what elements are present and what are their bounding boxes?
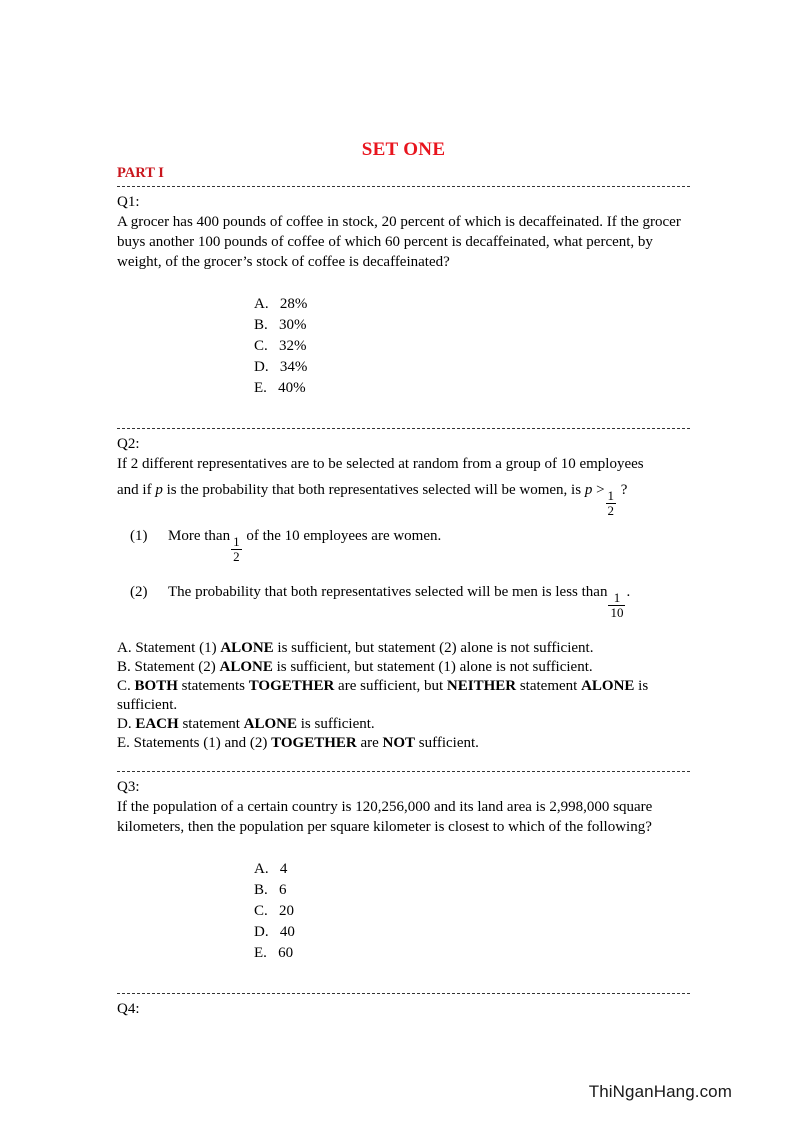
ds-option-text: statement bbox=[516, 678, 582, 694]
ds-option-text: is sufficient, but statement (1) alone is not sufficient. bbox=[272, 658, 593, 675]
choices-list-q1 bbox=[117, 295, 690, 400]
choice-item[interactable]: B. 30% bbox=[254, 317, 307, 334]
q2-text-post: ? bbox=[617, 481, 628, 498]
q2-variable-p2: p bbox=[584, 481, 593, 498]
question-block-q3 bbox=[117, 778, 690, 965]
fraction-numerator: 1 bbox=[613, 590, 621, 606]
choice-item[interactable]: A. 28% bbox=[254, 296, 308, 313]
fraction-denominator: 10 bbox=[610, 604, 624, 620]
statement-number: (1) bbox=[130, 527, 148, 544]
question-label-q2: Q2: bbox=[117, 436, 140, 453]
ds-option-text: C. bbox=[117, 678, 135, 694]
ds-option-emphasis: BOTH bbox=[134, 678, 178, 694]
ds-option-text: statements bbox=[177, 678, 249, 694]
question-label-q4: Q4: bbox=[117, 1001, 140, 1017]
fraction-denominator: 2 bbox=[607, 502, 615, 518]
ds-option-text: is sufficient. bbox=[117, 678, 649, 714]
choice-item[interactable]: D. 40 bbox=[254, 924, 295, 940]
statement-text-post: . bbox=[626, 583, 631, 600]
statement-text-post: of the 10 employees are women. bbox=[242, 527, 442, 544]
ds-option-text: is sufficient. bbox=[297, 716, 375, 733]
ds-option-c[interactable] bbox=[117, 677, 690, 715]
question-text-q1: A grocer has 400 pounds of coffee in stock, 20 percent of which is decaffeinated. If the grocer buys another 100 pounds of coffee of which 60 percent is decaffeinated, what percent, by weight, of the grocer’s stock of coffee is decaffeinated? bbox=[117, 214, 681, 271]
section-divider-2 bbox=[117, 428, 690, 429]
ds-option-emphasis: ALONE bbox=[581, 678, 635, 694]
ds-option-emphasis: NOT bbox=[382, 735, 416, 752]
q2-text-mid: is the probability that both representatives selected will be women, is bbox=[162, 481, 585, 498]
question-block-q4 bbox=[117, 1000, 690, 1020]
statements-list-q2 bbox=[117, 527, 690, 619]
ds-option-text: statement bbox=[178, 716, 244, 733]
statement-text-pre: More than bbox=[168, 527, 231, 544]
q2-variable-p: p bbox=[155, 481, 163, 498]
choice-item[interactable]: E. 60 bbox=[254, 945, 294, 961]
choice-item[interactable]: A. 4 bbox=[254, 861, 288, 877]
fraction-numerator: 1 bbox=[233, 534, 240, 550]
section-divider-3 bbox=[117, 771, 690, 772]
ds-option-text: B. Statement (2) bbox=[117, 658, 220, 675]
page-title: SET ONE bbox=[361, 139, 446, 160]
statement-number: (2) bbox=[130, 583, 148, 600]
question-block-q1 bbox=[117, 193, 690, 400]
ds-option-emphasis: ALONE bbox=[243, 716, 298, 733]
statement-item-1 bbox=[117, 527, 690, 563]
page-content bbox=[117, 140, 690, 1020]
question-text-q3: If the population of a certain country is 120,256,000 and its land area is 2,998,000 square kilometers, then the population per square kilometer is closest to which of the following? bbox=[117, 799, 653, 836]
ds-option-text: D. bbox=[117, 716, 136, 733]
fraction-one-half bbox=[231, 535, 242, 563]
choice-item[interactable]: E. 40% bbox=[254, 380, 306, 397]
spacer bbox=[117, 753, 690, 767]
ds-option-b[interactable] bbox=[117, 658, 690, 677]
ds-option-d[interactable] bbox=[117, 715, 690, 734]
ds-option-emphasis: TOGETHER bbox=[271, 735, 357, 752]
choice-item[interactable]: D. 34% bbox=[254, 359, 308, 376]
statement-text bbox=[168, 527, 690, 563]
ds-option-text: is sufficient, but statement (2) alone is not sufficient. bbox=[273, 639, 594, 656]
fraction-one-half bbox=[606, 489, 617, 517]
choices-list-q3 bbox=[117, 860, 690, 965]
section-divider-1 bbox=[117, 186, 690, 187]
q2-text-pre: and if bbox=[117, 481, 156, 498]
ds-option-e[interactable] bbox=[117, 734, 690, 753]
fraction-one-tenth bbox=[608, 591, 625, 619]
ds-option-text: E. Statements (1) and (2) bbox=[117, 735, 272, 752]
statement-text-pre: The probability that both representatives selected will be men is less than bbox=[168, 583, 608, 600]
section-divider-4 bbox=[117, 993, 690, 994]
ds-options-list-q2 bbox=[117, 639, 690, 753]
choice-item[interactable]: B. 6 bbox=[254, 882, 287, 898]
statement-text bbox=[168, 583, 690, 619]
ds-option-text: sufficient. bbox=[415, 735, 479, 752]
ds-option-a[interactable] bbox=[117, 639, 690, 658]
ds-option-emphasis: ALONE bbox=[219, 658, 273, 675]
statement-item-2 bbox=[117, 583, 690, 619]
choice-item[interactable]: C. 20 bbox=[254, 903, 295, 919]
ds-option-text: are sufficient, but bbox=[334, 678, 447, 694]
spacer bbox=[117, 965, 690, 989]
part-heading: PART I bbox=[117, 164, 164, 181]
spacer bbox=[117, 400, 690, 424]
question-text-q2-line1: If 2 different representatives are to be selected at random from a group of 10 employees bbox=[117, 455, 644, 472]
fraction-denominator: 2 bbox=[233, 548, 240, 564]
question-block-q2 bbox=[117, 435, 690, 753]
question-label-q1: Q1: bbox=[117, 194, 140, 211]
question-label-q3: Q3: bbox=[117, 779, 140, 796]
ds-option-emphasis: ALONE bbox=[220, 639, 274, 656]
ds-option-emphasis: NEITHER bbox=[446, 678, 517, 694]
ds-option-emphasis: TOGETHER bbox=[248, 678, 335, 694]
ds-option-text: are bbox=[356, 735, 383, 752]
ds-option-emphasis: EACH bbox=[135, 716, 179, 733]
q2-greater-than: > bbox=[592, 481, 605, 498]
watermark: ThiNganHang.com bbox=[588, 1082, 732, 1101]
fraction-numerator: 1 bbox=[607, 488, 615, 504]
question-text-q2-line2 bbox=[117, 475, 690, 517]
ds-option-text: A. Statement (1) bbox=[117, 639, 221, 656]
choice-item[interactable]: C. 32% bbox=[254, 338, 307, 355]
